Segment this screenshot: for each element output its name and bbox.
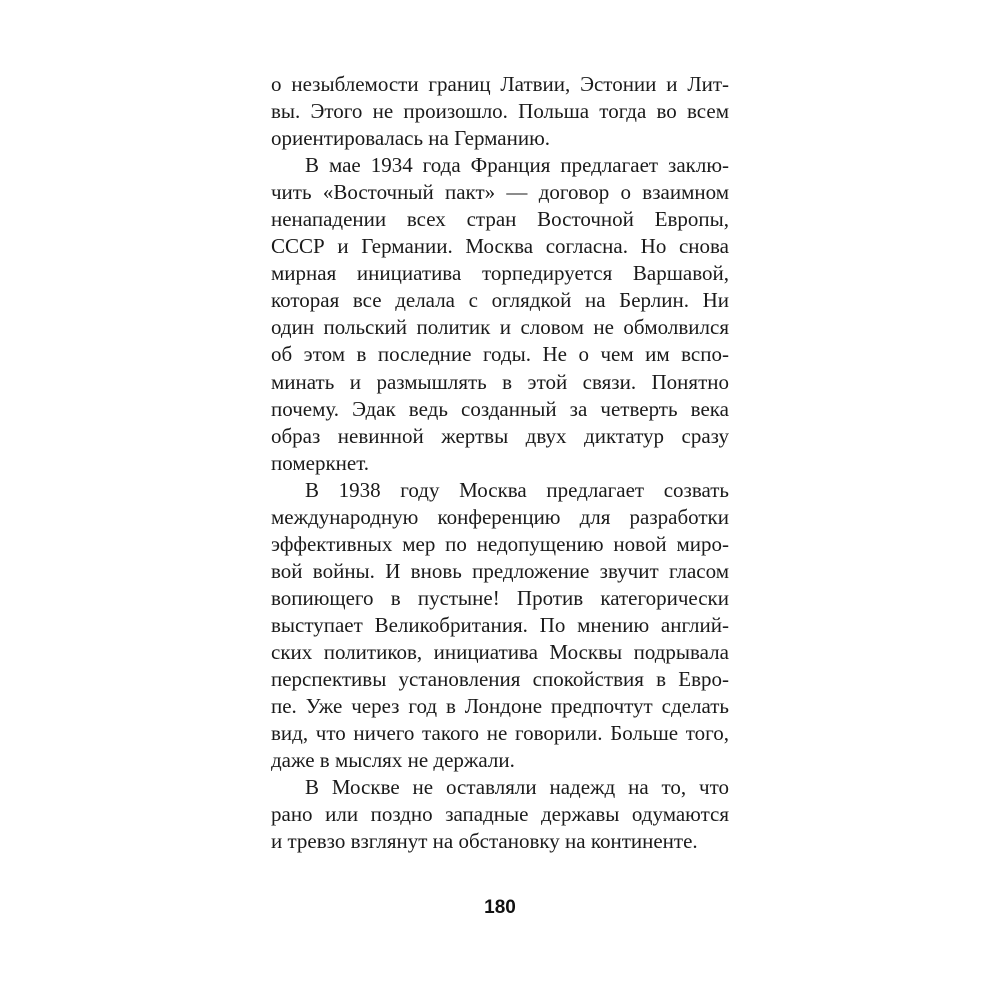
text-line: ских политиков, инициатива Москвы подрывала <box>271 639 729 664</box>
text-line: В мае 1934 года Франция предлагает заклю- <box>305 153 729 178</box>
paragraph <box>271 71 729 152</box>
text-line: померкнет. <box>271 450 370 475</box>
paragraph <box>271 477 729 775</box>
text-line: о незыблемости границ Латвии, Эстонии и Лит- <box>271 72 729 96</box>
text-line: вопиющего в пустыне! Против категорически <box>271 585 729 610</box>
text-line: один польский политик и словом не обмолвился <box>271 315 729 340</box>
text-line: рано или поздно западные державы одумаются <box>271 802 729 827</box>
text-line: международную конференцию для разработки <box>271 504 729 529</box>
text-line: ориентировалась на Германию. <box>271 126 551 151</box>
paragraph <box>271 152 729 477</box>
text-line: перспективы установления спокойствия в Евро- <box>271 667 729 692</box>
page-number: 180 <box>484 897 516 918</box>
text-line: ненападении всех стран Восточной Европы, <box>271 207 729 232</box>
text-line: минать и размышлять в этой связи. Понятно <box>271 369 729 394</box>
text-line: В 1938 году Москва предлагает созвать <box>305 477 729 502</box>
text-line: пе. Уже через год в Лондоне предпочтут сделать <box>271 694 729 719</box>
text-line: которая все делала с оглядкой на Берлин. Ни <box>271 288 729 313</box>
text-line: вой войны. И вновь предложение звучит гласом <box>271 558 729 583</box>
body-text <box>271 71 729 855</box>
text-line: об этом в последние годы. Не о чем им вспо- <box>271 342 729 367</box>
text-line: вид, что ничего такого не говорили. Больше того, <box>271 721 729 746</box>
text-line: В Москве не оставляли надежд на то, что <box>305 775 729 800</box>
text-line: вы. Этого не произошло. Польша тогда во всем <box>271 99 729 124</box>
text-line: эффективных мер по недопущению новой миро- <box>271 531 729 556</box>
text-line: почему. Эдак ведь созданный за четверть века <box>271 396 729 421</box>
text-line: СССР и Германии. Москва согласна. Но снова <box>271 234 729 259</box>
text-line: выступает Великобритания. По мнению англий- <box>271 612 729 637</box>
text-line: чить «Восточный пакт» — договор о взаимном <box>271 180 729 205</box>
paragraph <box>271 774 729 855</box>
text-line: даже в мыслях не держали. <box>271 748 515 773</box>
text-line: мирная инициатива торпедируется Варшавой, <box>271 261 729 286</box>
text-line: образ невинной жертвы двух диктатур сразу <box>271 423 729 448</box>
text-line: и тревзо взглянут на обстановку на континенте. <box>271 829 698 854</box>
